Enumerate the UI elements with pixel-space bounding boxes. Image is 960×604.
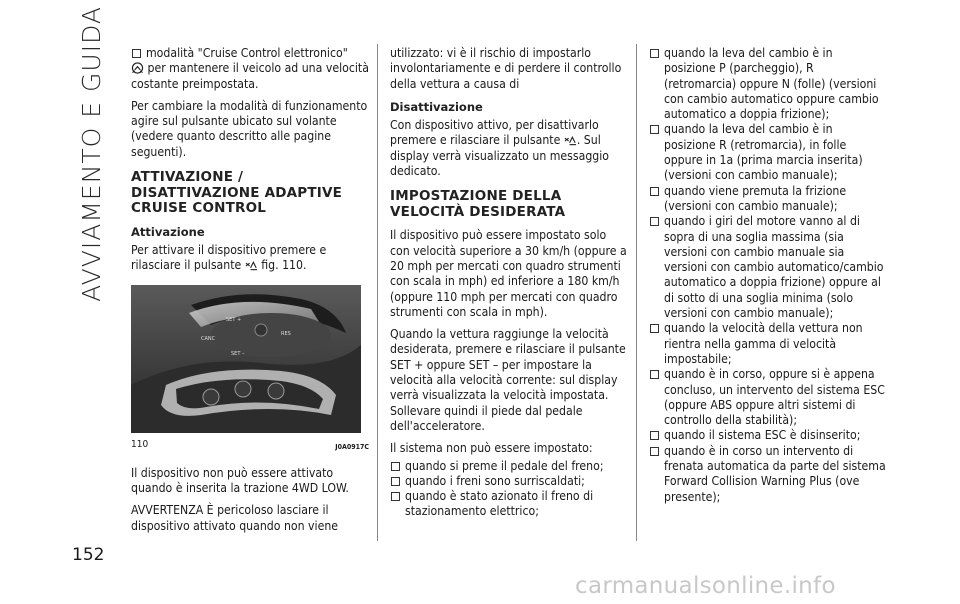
page-number: 152	[72, 545, 105, 565]
chapter-side-title	[70, 6, 112, 302]
bullet-item	[649, 184, 887, 215]
cruise-button-icon	[245, 259, 258, 271]
bullet-item	[390, 459, 628, 474]
paragraph: Quando la vettura raggiunge la velocità desiderata, premere e rilasciare il pulsante SET + oppure SET – per impostare la velocità alla velocità corrente: sul display verrà visualizzata la velocità impostata. Sollevare quindi il piede dal pedale dell'acceleratore.	[390, 327, 626, 433]
section-heading: ATTIVAZIONE / DISATTIVAZIONE ADAPTIVE CRUISE CONTROL	[131, 169, 343, 217]
figure-caption	[131, 437, 369, 455]
bullet-square-icon	[391, 462, 400, 471]
fig-label-set-minus: SET –	[231, 351, 245, 358]
watermark: carmanualsonline.info	[575, 573, 836, 599]
bullet-item	[649, 428, 887, 443]
fig-label-set-plus: SET +	[226, 317, 242, 324]
bullet-item	[649, 214, 887, 321]
paragraph: Il sistema non può essere impostato:	[390, 441, 593, 456]
column-3	[649, 46, 887, 505]
paragraph-text: Per attivare il dispositivo premere e rilasciare il pulsante	[131, 242, 327, 273]
paragraph-text: Con dispositivo attivo, per disattivarlo premere e rilasciare il pulsante	[390, 118, 599, 148]
column-2	[390, 46, 628, 520]
bullet-item	[131, 46, 369, 61]
subheading-attivazione: Attivazione	[131, 224, 205, 239]
column-1	[131, 46, 369, 541]
figure-reference: fig. 110.	[261, 258, 307, 273]
figure-number: 110	[131, 439, 149, 451]
bullet-square-icon	[650, 49, 659, 58]
bullet-square-icon	[391, 477, 400, 486]
bullet-square-icon	[650, 324, 659, 333]
bullet-text: quando la velocità della vettura non rientra nella gamma di velocità impostabile;	[664, 321, 863, 366]
bullet-text: quando il sistema ESC è disinserito;	[664, 428, 861, 443]
column-divider-1	[377, 44, 378, 541]
bullet-item	[390, 474, 628, 489]
bullet-square-icon	[391, 492, 400, 501]
bullet-text: quando la leva del cambio è in posizione R (retromarcia), in folle oppure in 1a (prima marcia inserita) (versioni con cambio manuale);	[664, 122, 863, 183]
bullet-text: quando viene premuta la frizione (versioni con cambio manuale);	[664, 183, 847, 213]
bullet-item	[649, 321, 887, 367]
paragraph: Il dispositivo può essere impostato solo con velocità superiore a 30 km/h (oppure a 20 mph per mercati con quadro strumenti con scala in mph) ed inferiore a 180 km/h (oppure 110 mph per mercati con quadro strumenti con scala in mph).	[390, 228, 627, 319]
paragraph-text: per mantenere il veicolo ad una velocità costante preimpostata.	[131, 61, 369, 91]
bullet-item	[649, 122, 887, 183]
paragraph: Per cambiare la modalità di funzionamento agire sul pulsante ubicato sul volante (vedere quanto descritto alle pagine seguenti).	[131, 98, 368, 159]
paragraph: Il dispositivo non può essere attivato quando è inserita la trazione 4WD LOW.	[131, 465, 349, 496]
figure-code: J0A0917C	[335, 443, 369, 452]
paragraph	[390, 118, 628, 179]
bullet-square-icon	[650, 217, 659, 226]
bullet-item	[649, 367, 887, 428]
paragraph	[131, 61, 369, 92]
bullet-text: quando è in corso un intervento di frenata automatica da parte del sistema Forward Collision Warning Plus (ove presente);	[664, 443, 886, 504]
bullet-item	[649, 444, 887, 505]
bullet-square-icon	[650, 431, 659, 440]
paragraph-text: . Sul display verrà visualizzato un messaggio dedicato.	[390, 133, 610, 179]
bullet-square-icon	[650, 125, 659, 134]
bullet-text: quando si preme il pedale del freno;	[405, 458, 604, 473]
steering-wheel-figure	[131, 285, 361, 433]
warning-paragraph: AVVERTENZA È pericoloso lasciare il dispositivo attivato quando non viene	[131, 503, 339, 533]
steering-wheel-illustration	[131, 285, 361, 433]
bullet-item	[649, 46, 887, 122]
fig-label-res: RES	[281, 331, 291, 338]
paragraph	[131, 243, 369, 274]
chapter-title-text: AVVIAMENTO E GUIDA	[76, 6, 106, 302]
bullet-text: quando la leva del cambio è in posizione P (parcheggio), R (retromarcia) oppure N (folle) (versioni con cambio automatico oppure cambio automatico a doppia frizione);	[664, 46, 879, 122]
bullet-text: modalità "Cruise Control elettronico"	[146, 46, 348, 60]
bullet-text: quando i giri del motore vanno al di sopra di una soglia massima (sia versioni con cambio manuale sia versioni con cambio automatico/cambio automatico a doppia frizione) oppure al di sotto di una soglia minima (solo versioni con cambio manuale);	[664, 214, 884, 321]
paragraph: utilizzato: vi è il rischio di impostarlo involontariamente e di perdere il controllo della vettura a causa di	[390, 46, 622, 91]
cruise-button-icon	[564, 134, 577, 146]
bullet-square-icon	[650, 447, 659, 456]
bullet-text: quando i freni sono surriscaldati;	[405, 473, 585, 488]
bullet-text: quando è stato azionato il freno di stazionamento elettrico;	[405, 489, 594, 519]
column-divider-2	[636, 44, 637, 541]
adaptive-cruise-icon	[131, 62, 144, 74]
subheading-disattivazione: Disattivazione	[390, 99, 483, 114]
bullet-square-icon	[650, 370, 659, 379]
bullet-square-icon	[132, 49, 141, 58]
bullet-text: quando è in corso, oppure si è appena concluso, un intervento del sistema ESC (oppure ABS oppure altri sistemi di controllo della stabilità);	[664, 367, 885, 428]
fig-label-canc: CANC	[201, 336, 216, 343]
bullet-item	[390, 489, 628, 520]
section-heading: IMPOSTAZIONE DELLA VELOCITÀ DESIDERATA	[390, 188, 566, 220]
bullet-square-icon	[650, 187, 659, 196]
